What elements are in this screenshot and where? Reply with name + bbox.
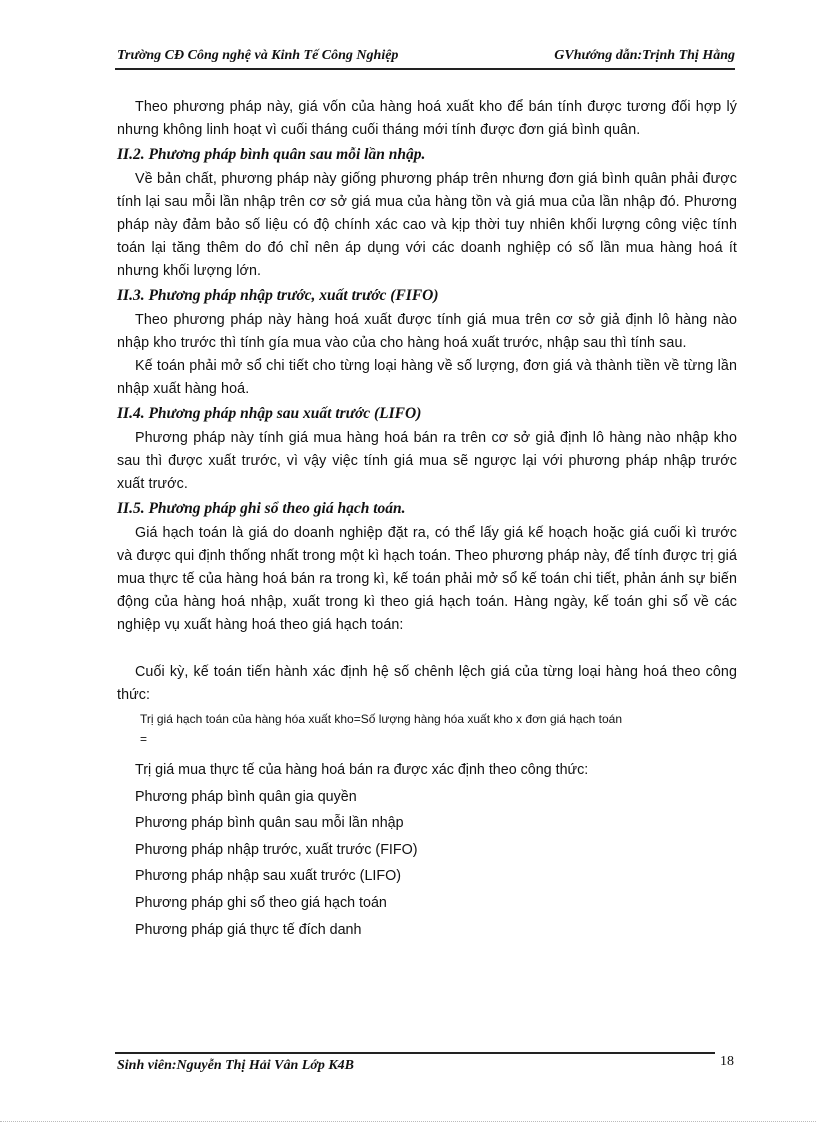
footer-rule [115, 1052, 715, 1054]
paragraph-3b: Kế toán phải mở sổ chi tiết cho từng loại hàng về số lượng, đơn giá và thành tiền về từng lần nhập xuất hàng hoá. [117, 358, 737, 397]
method-item: Phương pháp nhập trước, xuất trước (FIFO) [135, 841, 418, 858]
paragraph-7: Trị giá mua thực tế của hàng hoá bán ra được xác định theo công thức: [135, 762, 589, 778]
page-edge [0, 1121, 816, 1122]
formula-line: Trị giá hạch toán của hàng hóa xuất kho=Số lượng hàng hóa xuất kho x đơn giá hạch toán [140, 712, 622, 726]
heading-ii-3: II.3. Phương pháp nhập trước, xuất trước (FIFO) [117, 287, 439, 304]
header-school: Trường CĐ Công nghệ và Kinh Tế Công Nghiệp [117, 48, 399, 63]
paragraph-4: Phương pháp này tính giá mua hàng hoá bán ra trên cơ sở giả định lô hàng nào nhập kho sau thì được xuất trước, vì vậy việc tính giá mua sẽ ngược lại với phương pháp nhập trước xuất trước. [117, 430, 737, 492]
footer-student: Sinh viên:Nguyễn Thị Hải Vân Lớp K4B [117, 1058, 354, 1073]
equals-sign: = [140, 732, 148, 746]
paragraph-1: Theo phương pháp này, giá vốn của hàng hoá xuất kho để bán tính được tương đối hợp lý nhưng không linh hoạt vì cuối tháng cuối tháng mới tính được đơn giá bình quân. [117, 99, 737, 138]
method-item: Phương pháp ghi sổ theo giá hạch toán [135, 894, 387, 911]
method-item: Phương pháp bình quân sau mỗi lần nhập [135, 815, 404, 832]
paragraph-3a: Theo phương pháp này hàng hoá xuất được tính giá mua trên cơ sở giả định lô hàng nào nhập kho trước thì tính gía mua vào của cho hàng hoá xuất trước, nhập sau thì tính sau. [117, 312, 737, 351]
spacer [117, 637, 737, 661]
method-item: Phương pháp nhập sau xuất trước (LIFO) [135, 868, 401, 885]
heading-ii-5: II.5. Phương pháp ghi sổ theo giá hạch toán. [117, 500, 406, 517]
paragraph-5: Giá hạch toán là giá do doanh nghiệp đặt ra, có thể lấy giá kế hoạch hoặc giá cuối kì trước và được qui định thống nhất trong một kì hạch toán. Theo phương pháp này, để tính được trị giá mua thực tế của hàng hoá bán ra trong kì, kế toán phải mở sổ kế toán chi tiết, phản ánh sự biến động của hàng hoá nhập, xuất trong kì theo giá hạch toán. Hàng ngày, kế toán ghi sổ về các nghiệp vụ xuất hàng hoá theo giá hạch toán: [117, 525, 737, 633]
page-body [117, 96, 737, 943]
page-header [117, 48, 735, 68]
heading-ii-4: II.4. Phương pháp nhập sau xuất trước (LIFO) [117, 405, 422, 422]
method-item: Phương pháp bình quân gia quyền [135, 788, 357, 805]
heading-ii-2: II.2. Phương pháp bình quân sau mỗi lần nhập. [117, 146, 426, 163]
paragraph-2: Về bản chất, phương pháp này giống phương pháp trên nhưng đơn giá bình quân phải được tính lại sau mỗi lần nhập trên cơ sở giá mua của hàng tồn và giá mua của lần nhập đó. Phương pháp này đảm bảo số liệu có độ chính xác cao và kịp thời tuy nhiên khối lượng công việc tính toán lại tăng thêm do đó chỉ nên áp dụng với các doanh nghiệp có số lần mua hàng hoá ít nhưng khối lượng lớn. [117, 171, 737, 279]
method-item: Phương pháp giá thực tế đích danh [135, 921, 362, 938]
paragraph-6: Cuối kỳ, kế toán tiến hành xác định hệ số chênh lệch giá của từng loại hàng hoá theo công thức: [117, 664, 737, 703]
page-number: 18 [720, 1054, 734, 1069]
header-rule [115, 68, 735, 70]
header-advisor: GVhướng dẫn:Trịnh Thị Hằng [554, 48, 735, 63]
